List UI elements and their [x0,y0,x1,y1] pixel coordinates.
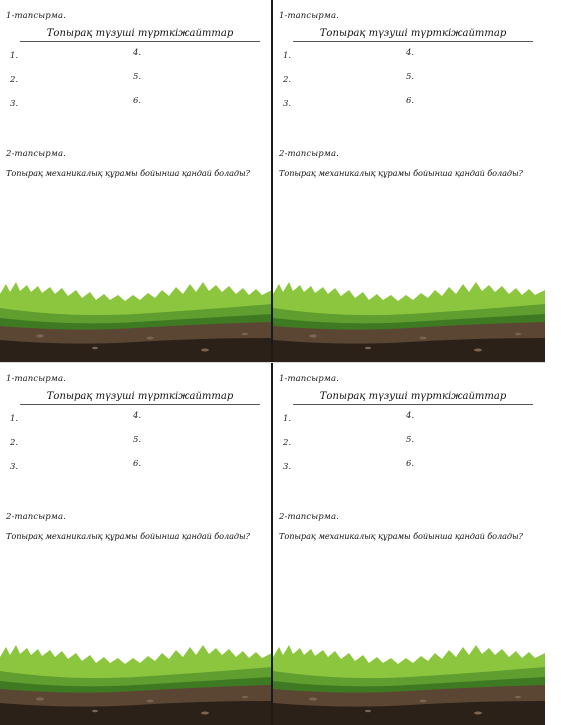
table-title: Топырақ түзуші түрткіжайттар [293,391,533,405]
task1-label: 1-тапсырма. [6,374,66,384]
question-text: Топырақ механикалық құрамы бойынша қандай болады? [279,531,523,541]
worksheet-card [273,363,545,725]
grass-soil-illustration [273,645,545,725]
table-title: Топырақ түзуші түрткіжайттар [20,28,260,42]
row-number: 5. [133,72,142,82]
table-title: Топырақ түзуші түрткіжайттар [20,391,260,405]
task1-label: 1-тапсырма. [279,11,339,21]
question-text: Топырақ механикалық құрамы бойынша қандай болады? [279,168,523,178]
row-number: 3. [283,462,292,472]
row-number: 2. [10,75,19,85]
row-number: 5. [406,435,415,445]
row-number: 4. [133,411,142,421]
question-text: Топырақ механикалық құрамы бойынша қандай болады? [6,168,250,178]
row-number: 5. [133,435,142,445]
worksheet-card [273,0,545,362]
row-number: 3. [10,462,19,472]
task1-label: 1-тапсырма. [279,374,339,384]
table-title: Топырақ түзуші түрткіжайттар [293,28,533,42]
row-number: 3. [283,99,292,109]
row-number: 5. [406,72,415,82]
row-number: 6. [133,459,142,469]
row-number: 1. [283,51,292,61]
row-number: 6. [406,96,415,106]
row-number: 2. [283,75,292,85]
worksheet-card [0,0,272,362]
row-number: 1. [10,414,19,424]
task2-label: 2-тапсырма. [279,512,339,522]
horizontal-cut-line [0,362,545,363]
grass-soil-illustration [0,645,272,725]
row-number: 2. [10,438,19,448]
grass-soil-illustration [0,282,272,362]
task1-label: 1-тапсырма. [6,11,66,21]
row-number: 4. [406,48,415,58]
row-number: 6. [133,96,142,106]
row-number: 4. [133,48,142,58]
worksheet-card [0,363,272,725]
task2-label: 2-тапсырма. [279,149,339,159]
row-number: 2. [283,438,292,448]
row-number: 3. [10,99,19,109]
question-text: Топырақ механикалық құрамы бойынша қандай болады? [6,531,250,541]
task2-label: 2-тапсырма. [6,512,66,522]
grass-soil-illustration [273,282,545,362]
row-number: 1. [283,414,292,424]
row-number: 1. [10,51,19,61]
row-number: 4. [406,411,415,421]
task2-label: 2-тапсырма. [6,149,66,159]
row-number: 6. [406,459,415,469]
